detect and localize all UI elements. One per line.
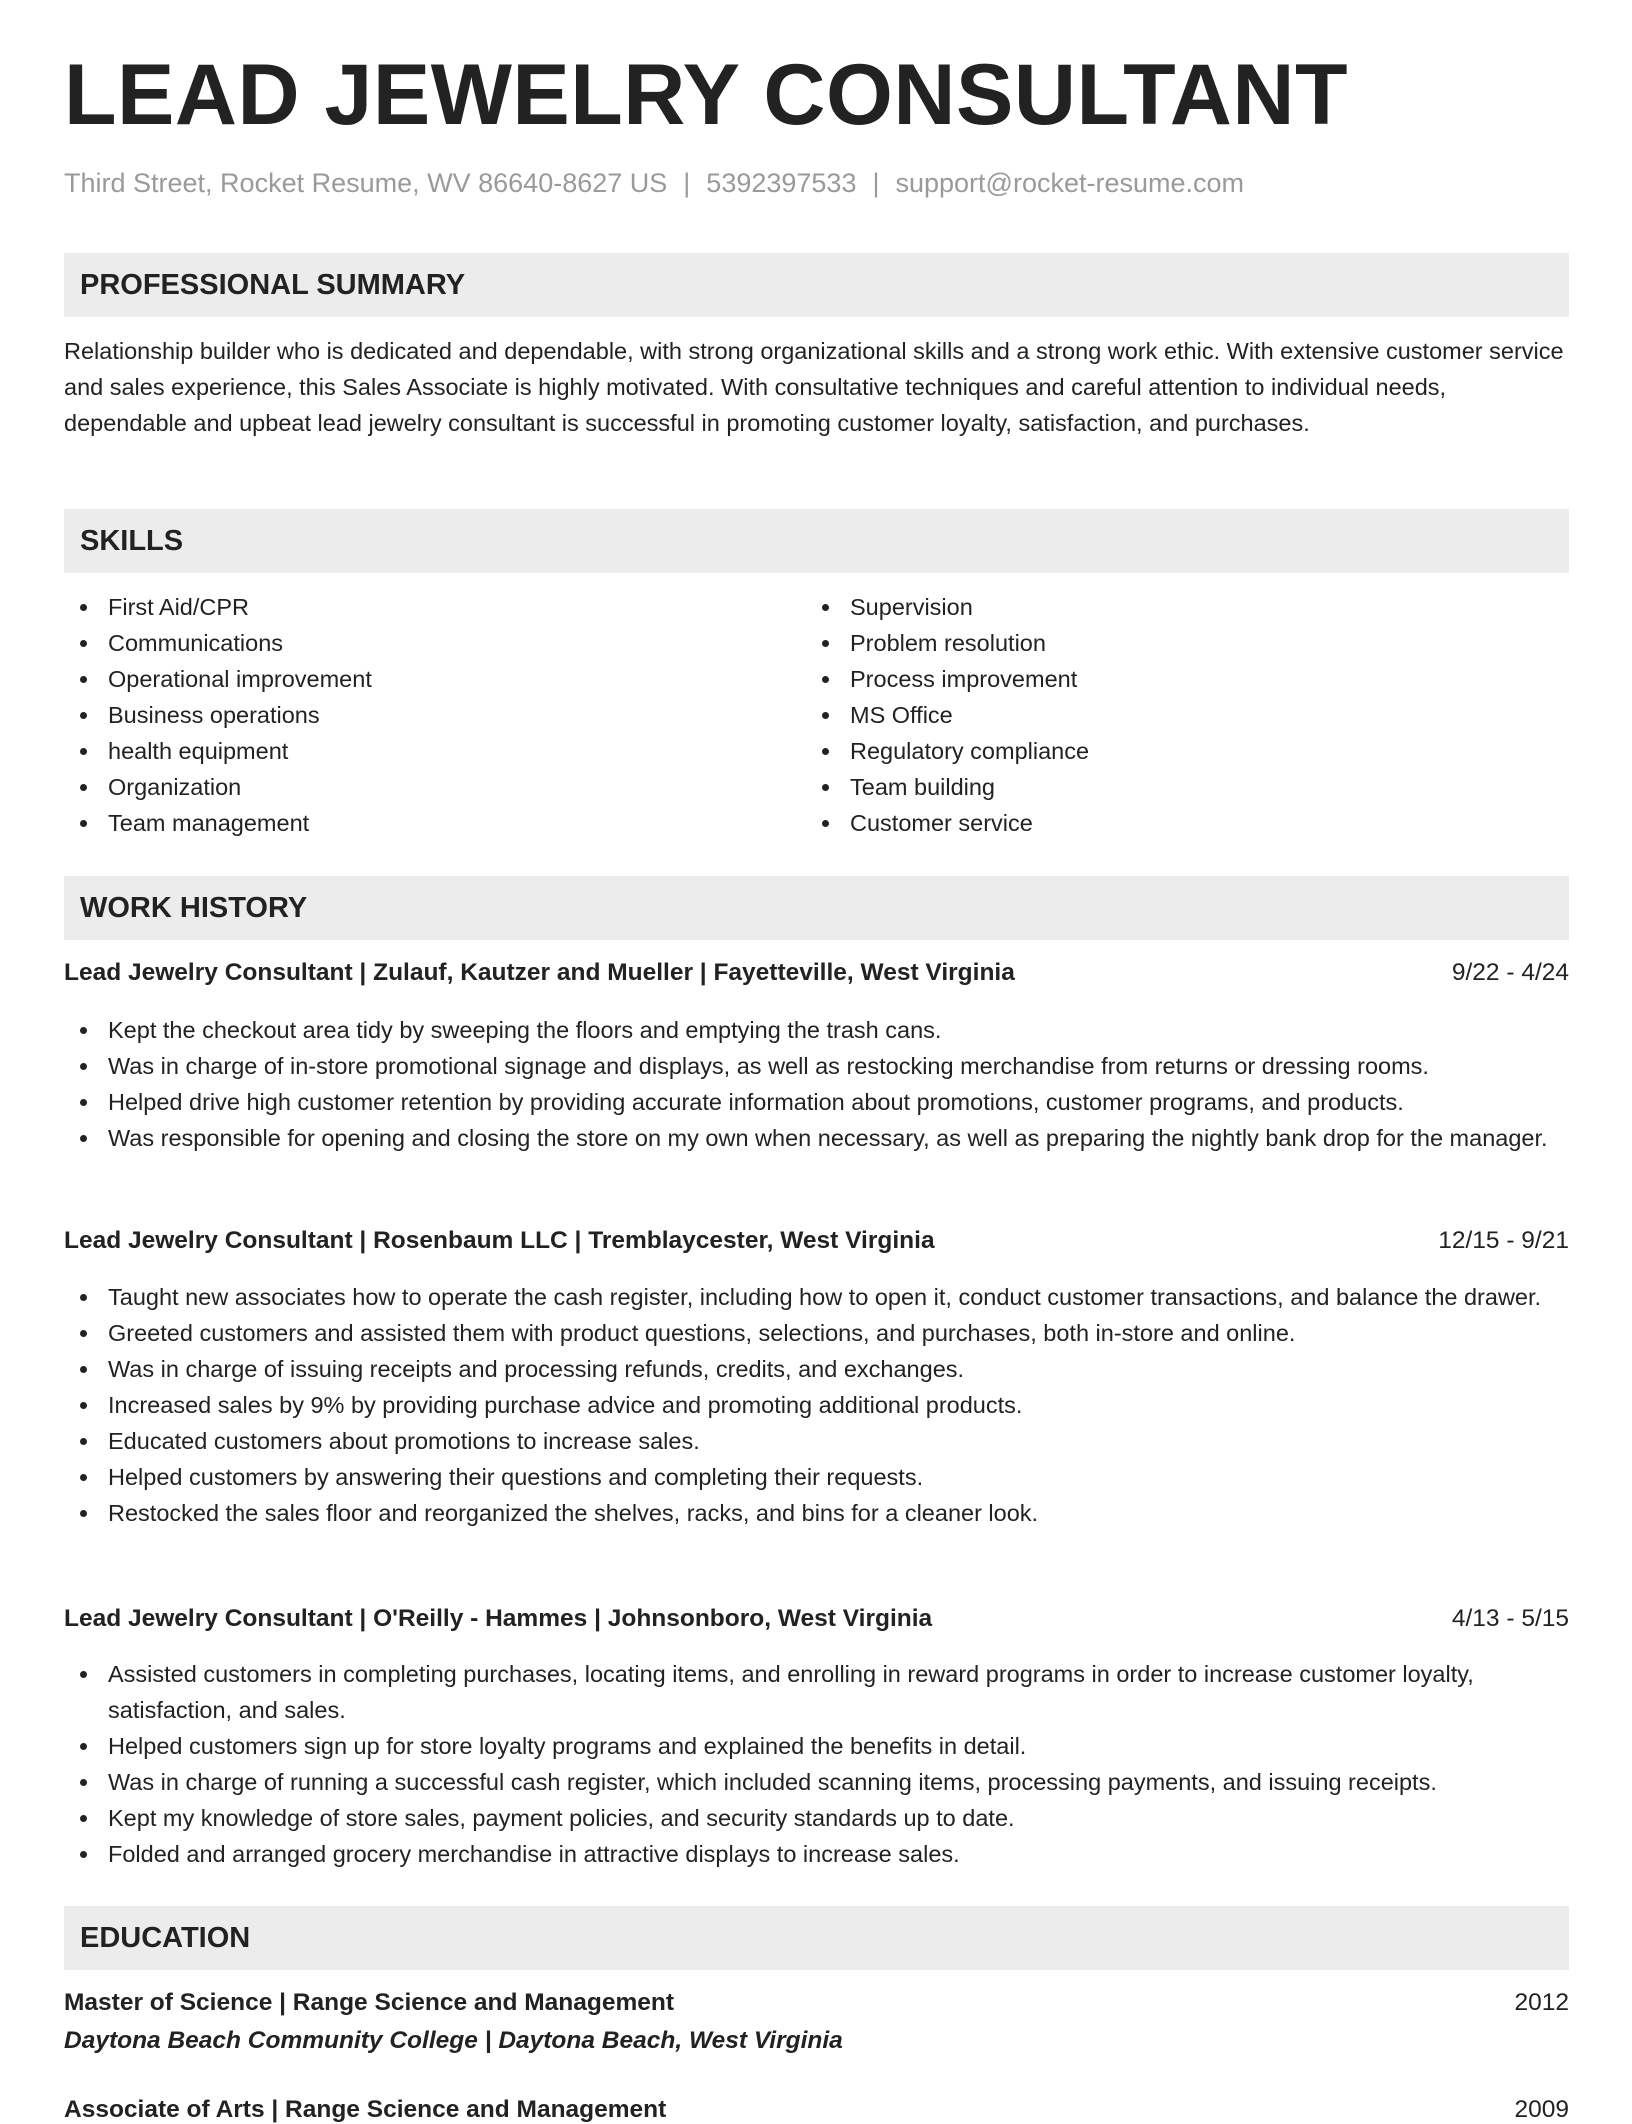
skill-item: Team management [64,805,372,841]
section-heading-summary: PROFESSIONAL SUMMARY [64,253,1569,317]
job-bullet: Was in charge of issuing receipts and processing refunds, credits, and exchanges. [64,1351,1569,1387]
skill-item: Organization [64,769,372,805]
job-bullet: Educated customers about promotions to increase sales. [64,1423,1569,1459]
education-institution: Daytona Beach Community College | Daytona Beach, West Virginia [64,2027,843,2054]
job-bullets [64,1279,1569,1531]
skills-list-left [64,589,372,841]
contact-separator: | [872,168,880,198]
skill-item: Supervision [806,589,1089,625]
skill-item: Regulatory compliance [806,733,1089,769]
education-degree: Master of Science | Range Science and Management [64,1989,675,2016]
contact-phone: 5392397533 [706,168,857,198]
section-heading-work-history: WORK HISTORY [64,876,1569,940]
skill-item: Business operations [64,697,372,733]
job-bullet: Helped customers by answering their questions and completing their requests. [64,1459,1569,1495]
job-title: Lead Jewelry Consultant | Zulauf, Kautzer and Mueller | Fayetteville, West Virginia [64,959,1015,986]
job-bullet: Was responsible for opening and closing the store on my own when necessary, as well as preparing the nightly bank drop for the manager. [64,1120,1569,1156]
skills-list-right [806,589,1089,841]
job-dates: 9/22 - 4/24 [1451,959,1569,986]
skill-item: Problem resolution [806,625,1089,661]
job-dates: 12/15 - 9/21 [1438,1227,1569,1254]
skill-item: Process improvement [806,661,1089,697]
job-bullet: Kept the checkout area tidy by sweeping the floors and emptying the trash cans. [64,1012,1569,1048]
job-bullet: Was in charge of running a successful cash register, which included scanning items, processing payments, and issuing receipts. [64,1764,1569,1800]
job-bullet: Assisted customers in completing purchases, locating items, and enrolling in reward programs in order to increase customer loyalty, satisfaction, and sales. [64,1656,1569,1728]
contact-address: Third Street, Rocket Resume, WV 86640-8627 US [64,168,668,198]
job-title: Lead Jewelry Consultant | Rosenbaum LLC | Tremblaycester, West Virginia [64,1227,935,1254]
job-bullet: Taught new associates how to operate the cash register, including how to open it, conduct customer transactions, and balance the drawer. [64,1279,1569,1315]
skill-item: Communications [64,625,372,661]
job-bullets [64,1656,1569,1872]
job-bullets [64,1012,1569,1156]
section-heading-skills: SKILLS [64,509,1569,573]
contact-email[interactable]: support@rocket-resume.com [895,168,1245,198]
job-bullet: Was in charge of in-store promotional signage and displays, as well as restocking merchandise from returns or dressing rooms. [64,1048,1569,1084]
section-heading-education: EDUCATION [64,1906,1569,1970]
skill-item: Operational improvement [64,661,372,697]
skill-item: First Aid/CPR [64,589,372,625]
contact-line [64,168,1244,199]
job-bullet: Greeted customers and assisted them with product questions, selections, and purchases, both in-store and online. [64,1315,1569,1351]
job-bullet: Folded and arranged grocery merchandise in attractive displays to increase sales. [64,1836,1569,1872]
contact-separator: | [683,168,691,198]
skill-item: Customer service [806,805,1089,841]
job-bullet: Restocked the sales floor and reorganized the shelves, racks, and bins for a cleaner look. [64,1495,1569,1531]
education-year: 2009 [1514,2096,1569,2123]
summary-text: Relationship builder who is dedicated and dependable, with strong organizational skills and a strong work ethic. With extensive customer service and sales experience, this Sales Associate is highly motivated. With consultative techniques and careful attention to individual needs, dependable and upbeat lead jewelry consultant is successful in promoting customer loyalty, satisfaction, and purchases. [64,338,1564,436]
education-year: 2012 [1514,1989,1569,2016]
job-title: Lead Jewelry Consultant | O'Reilly - Hammes | Johnsonboro, West Virginia [64,1605,933,1632]
job-bullet: Increased sales by 9% by providing purchase advice and promoting additional products. [64,1387,1569,1423]
skill-item: MS Office [806,697,1089,733]
job-bullet: Kept my knowledge of store sales, payment policies, and security standards up to date. [64,1800,1569,1836]
education-degree: Associate of Arts | Range Science and Management [64,2096,667,2123]
job-bullet: Helped customers sign up for store loyalty programs and explained the benefits in detail. [64,1728,1569,1764]
skill-item: health equipment [64,733,372,769]
candidate-name: LEAD JEWELRY CONSULTANT [64,47,1348,143]
skill-item: Team building [806,769,1089,805]
job-dates: 4/13 - 5/15 [1451,1605,1569,1632]
job-bullet: Helped drive high customer retention by providing accurate information about promotions, customer programs, and products. [64,1084,1569,1120]
